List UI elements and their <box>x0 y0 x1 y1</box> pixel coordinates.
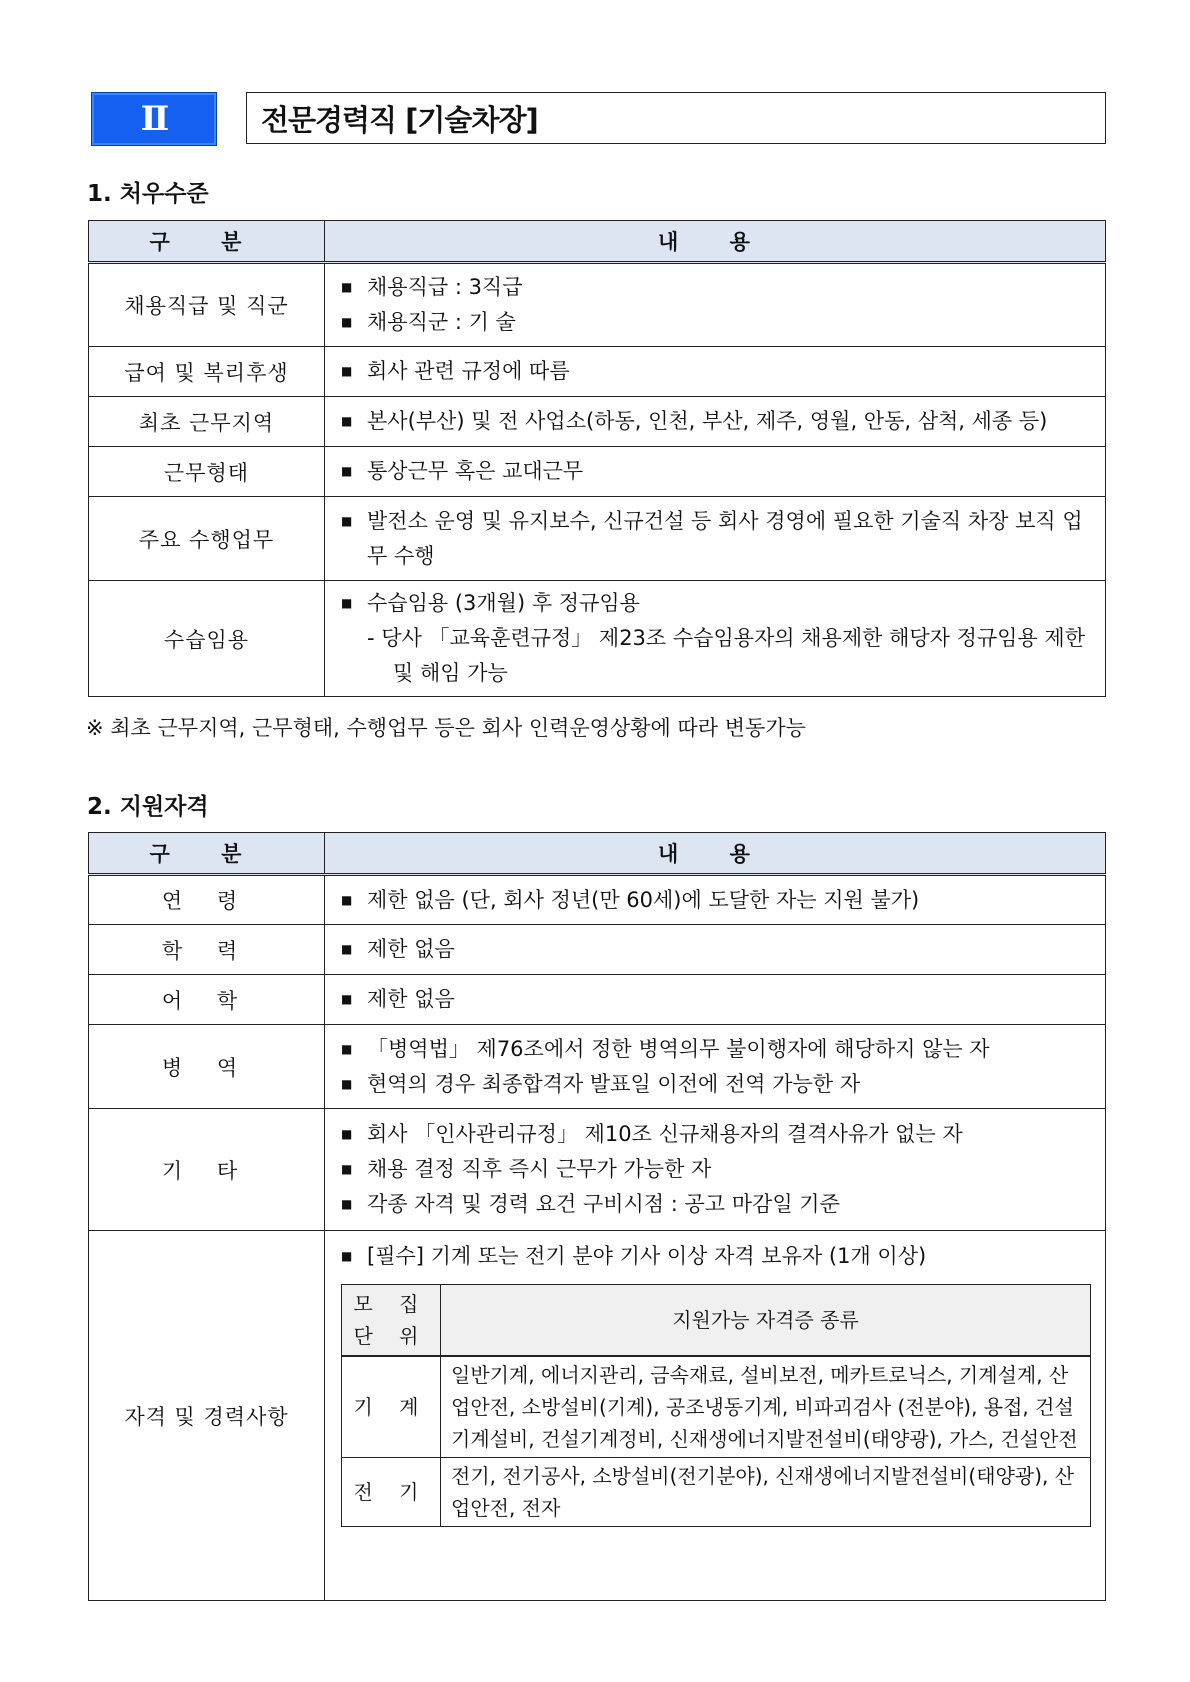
compensation-table <box>88 220 1106 697</box>
bullet-item: ■ 채용직급 : 3직급 <box>341 270 1095 305</box>
table-row <box>89 975 1106 1025</box>
bullet-item: ■ 각종 자격 및 경력 요건 구비시점 : 공고 마감일 기준 <box>341 1187 1095 1222</box>
table-header-row <box>89 833 1106 875</box>
row-content <box>325 1109 1106 1231</box>
table-row <box>89 397 1106 447</box>
table-row <box>89 581 1106 697</box>
bullet-item: ■ 채용 결정 직후 즉시 근무가 가능한 자 <box>341 1152 1095 1187</box>
inner-header-unit <box>342 1285 441 1357</box>
section2-heading: 2. 지원자격 <box>87 794 209 820</box>
col-header-category: 구 분 <box>89 221 325 263</box>
bullet-item: ■ 제한 없음 (단, 회사 정년(만 60세)에 도달한 자는 지원 불가) <box>341 883 1095 918</box>
inner-row <box>342 1458 1091 1527</box>
bullet-item: ■ 수습임용 (3개월) 후 정규임용 <box>341 586 1095 621</box>
row-content <box>325 1231 1106 1601</box>
sub-item-text: 당사 「교육훈련규정」 제23조 수습임용자의 채용제한 해당자 정규임용 제한 및 해임 가능 <box>381 626 1086 685</box>
table-row <box>89 263 1106 347</box>
row-label: 어 학 <box>89 975 325 1025</box>
table-row <box>89 447 1106 497</box>
inner-row-unit: 전 기 <box>342 1458 441 1527</box>
section1-heading: 1. 처우수준 <box>87 181 209 207</box>
inner-row-kinds: 전기, 전기공사, 소방설비(전기분야), 신재생에너지발전설비(태양광), 산업안전, 전자 <box>441 1458 1091 1527</box>
col-header-content: 내 용 <box>325 833 1106 875</box>
row-label: 병 역 <box>89 1025 325 1109</box>
row-label: 기 타 <box>89 1109 325 1231</box>
row-content <box>325 347 1106 397</box>
row-content <box>325 1025 1106 1109</box>
bullet-item: ■ 본사(부산) 및 전 사업소(하동, 인천, 부산, 제주, 영월, 안동, 삼척, 세종 등) <box>341 404 1095 439</box>
row-content <box>325 581 1106 697</box>
row-content <box>325 447 1106 497</box>
bullet-item: ■ 채용직군 : 기 술 <box>341 305 1095 340</box>
table-row <box>89 925 1106 975</box>
row-content <box>325 975 1106 1025</box>
table-row <box>89 1025 1106 1109</box>
table-row <box>89 1109 1106 1231</box>
row-label: 연 령 <box>89 875 325 925</box>
unit-header-line: 단 위 <box>353 1324 429 1348</box>
row-label: 수습임용 <box>89 581 325 697</box>
bullet-item: ■ 제한 없음 <box>341 932 1095 967</box>
sub-item: - 당사 「교육훈련규정」 제23조 수습임용자의 채용제한 해당자 정규임용 제한 및 해임 가능 <box>367 626 1086 685</box>
unit-header-line: 모 집 <box>353 1292 429 1316</box>
table-row <box>89 347 1106 397</box>
section-number-badge: Ⅱ <box>91 92 217 146</box>
row-content <box>325 925 1106 975</box>
certificate-table <box>341 1284 1091 1527</box>
bullet-item: ■ 회사 「인사관리규정」 제10조 신규채용자의 결격사유가 없는 자 <box>341 1117 1095 1152</box>
bullet-item: ■ 회사 관련 규정에 따름 <box>341 354 1095 389</box>
bullet-item: ■ [필수] 기계 또는 전기 분야 기사 이상 자격 보유자 (1개 이상) <box>341 1239 1095 1274</box>
bullet-item: ■ 현역의 경우 최종합격자 발표일 이전에 전역 가능한 자 <box>341 1067 1095 1102</box>
col-header-category: 구 분 <box>89 833 325 875</box>
row-content <box>325 263 1106 347</box>
col-header-content: 내 용 <box>325 221 1106 263</box>
bullet-item: ■ 통상근무 혹은 교대근무 <box>341 454 1095 489</box>
row-label: 최초 근무지역 <box>89 397 325 447</box>
inner-row-kinds: 일반기계, 에너지관리, 금속재료, 설비보전, 메카트로닉스, 기계설계, 산업안전, 소방설비(기계), 공조냉동기계, 비파괴검사 (전분야), 용접, 건설기계설비, 건설기계정비, 신재생에너지발전설비(태양광), 가스, 건설안전 <box>441 1356 1091 1458</box>
table-header-row <box>89 221 1106 263</box>
row-label: 자격 및 경력사항 <box>89 1231 325 1601</box>
table-row <box>89 497 1106 581</box>
footnote: ※ 최초 근무지역, 근무형태, 수행업무 등은 회사 인력운영상황에 따라 변동가능 <box>86 716 806 740</box>
table-row <box>89 875 1106 925</box>
inner-row-unit: 기 계 <box>342 1356 441 1458</box>
bullet-item: ■ 제한 없음 <box>341 982 1095 1017</box>
row-label: 학 력 <box>89 925 325 975</box>
inner-header-kinds: 지원가능 자격증 종류 <box>441 1285 1091 1357</box>
row-label: 근무형태 <box>89 447 325 497</box>
qualification-table <box>88 832 1106 1601</box>
row-label: 채용직급 및 직군 <box>89 263 325 347</box>
row-label: 주요 수행업무 <box>89 497 325 581</box>
row-content <box>325 397 1106 447</box>
inner-header-row <box>342 1285 1091 1357</box>
section-title: 전문경력직 [기술차장] <box>246 92 1106 144</box>
row-content <box>325 497 1106 581</box>
bullet-item: ■ 「병역법」 제76조에서 정한 병역의무 불이행자에 해당하지 않는 자 <box>341 1032 1095 1067</box>
table-row <box>89 1231 1106 1601</box>
bullet-item: ■ 발전소 운영 및 유지보수, 신규건설 등 회사 경영에 필요한 기술직 차장 보직 업무 수행 <box>341 504 1095 574</box>
row-content <box>325 875 1106 925</box>
inner-row <box>342 1356 1091 1458</box>
row-label: 급여 및 복리후생 <box>89 347 325 397</box>
